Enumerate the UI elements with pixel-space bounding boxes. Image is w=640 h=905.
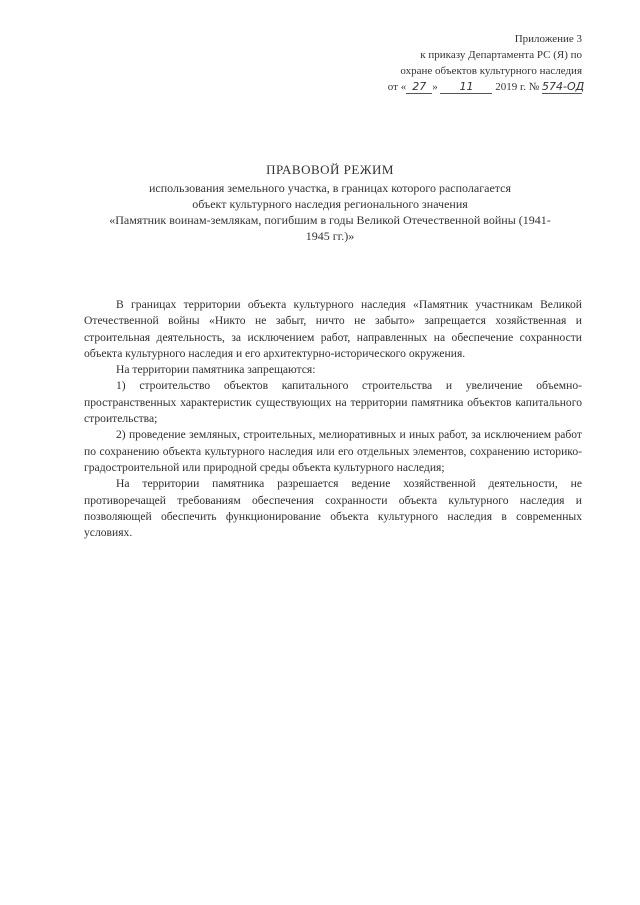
document-title: ПРАВОВОЙ РЕЖИМ [266,162,394,177]
title-line-3: «Памятник воинам-землякам, погибшим в годы Великой Отечественной войны (1941- [109,213,551,227]
paragraph-1: В границах территории объекта культурного наследия «Памятник участникам Великой Отечественной войны «Никто не забыт, ничто не забыто» запрещается хозяйственная и строительная деятельность, за исключением работ, направленных на обеспечение сохранности объекта культурного наследия и его архитектурно-исторического окружения. [84,298,582,360]
order-reference-line1: к приказу Департамента РС (Я) по [420,49,582,61]
order-reference-line2: охране объектов культурного наследия [400,65,582,77]
date-day-handwritten: 27 [406,81,432,94]
date-mid: » [432,81,438,93]
paragraph-2: На территории памятника запрещаются: [116,363,316,377]
order-date-line [362,79,585,95]
date-month-handwritten: 11 [440,81,492,94]
date-prefix: от « [387,81,407,93]
appendix-label: Приложение 3 [514,33,582,45]
paragraph-3: 1) строительство объектов капитального строительства и увеличение объемно-пространственных характеристик существующих на территории памятника объектов капитального строительства; [84,379,582,426]
title-line-4: 1945 гг.)» [305,229,355,243]
title-line-1: использования земельного участка, в границах которого располагается [148,181,512,195]
paragraph-4: 2) проведение земляных, строительных, мелиоративных и иных работ, за исключением работ по сохранению объекта культурного наследия или его отдельных элементов, сохранению историко-градостроительной или природной среды объекта культурного наследия; [84,428,582,474]
date-year-label: 2019 г. № [495,81,540,93]
order-number-handwritten: 574-ОД [542,80,585,93]
title-line-2: объект культурного наследия регионального значения [192,197,468,211]
document-title-block [80,162,580,244]
paragraph-5: На территории памятника разрешается ведение хозяйственной деятельности, не противоречащей требованиям обеспечения сохранности объекта культурного наследия и позволяющей обеспечить функционирование объекта культурного наследия в современных условиях. [84,477,582,540]
appendix-header [362,31,585,95]
document-body [84,297,582,541]
